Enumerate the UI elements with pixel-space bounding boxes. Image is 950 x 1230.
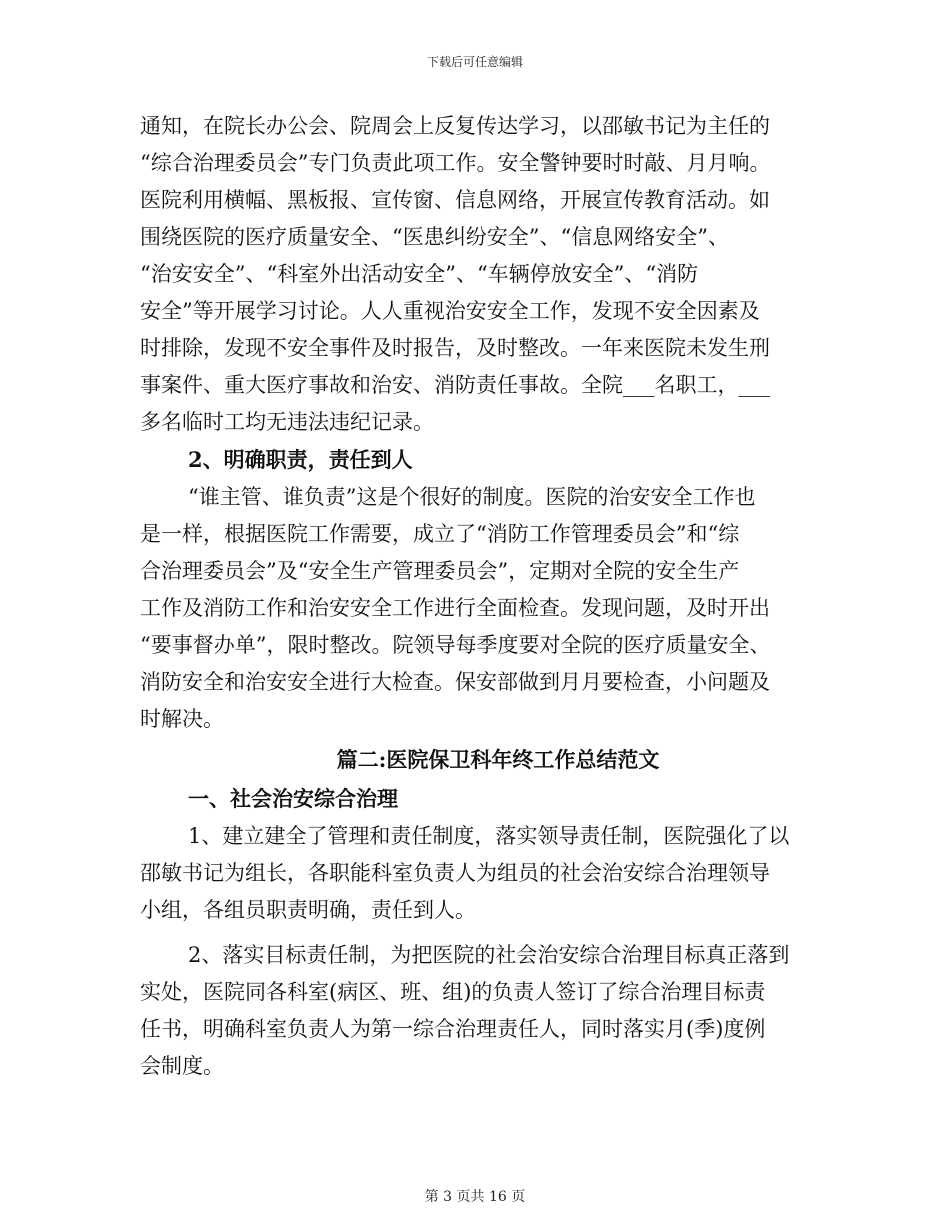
text-line: 事案件、重大医疗事故和治安、消防责任事故。全院___名职工，___ [140, 373, 770, 397]
text-line: 实处，医院同各科室(病区、班、组)的负责人签订了综合治理目标责 [140, 980, 766, 1004]
text-line: 围绕医院的医疗质量安全、“医患纠纷安全”、“信息网络安全”、 [140, 225, 729, 249]
text-line: 小组，各组员职责明确，责任到人。 [140, 898, 476, 922]
text-line: “要事督办单”，限时整改。院领导每季度要对全院的医疗质量安全、 [140, 633, 771, 657]
text-line: 是一样，根据医院工作需要，成立了“消防工作管理委员会”和“综 [140, 522, 740, 546]
subheading-social-security: 一、社会治安综合治理 [188, 786, 398, 811]
paragraph-2 [140, 479, 812, 738]
paragraph-4 [140, 937, 812, 1085]
paragraph-3 [140, 818, 812, 929]
text-line: “治安安全”、“科室外出活动安全”、“车辆停放安全”、“消防 [140, 262, 699, 286]
document-body [140, 108, 812, 1085]
text-line: 1、建立建全了管理和责任制度，落实领导责任制，医院强化了以 [188, 824, 790, 848]
text-line: 时排除，发现不安全事件及时报告，及时整改。一年来医院未发生刑 [140, 336, 770, 360]
text-line: 多名临时工均无违法违纪记录。 [140, 410, 434, 434]
text-line: 安全”等开展学习讨论。人人重视治安安全工作，发现不安全因素及 [140, 299, 760, 323]
text-line: 消防安全和治安安全进行大检查。保安部做到月月要检查，小问题及 [140, 670, 770, 694]
text-line: 2、落实目标责任制，为把医院的社会治安综合治理目标真正落到 [188, 943, 790, 967]
text-line: 合治理委员会”及“安全生产管理委员会”，定期对全院的安全生产 [140, 559, 740, 583]
paragraph-1 [140, 108, 812, 441]
text-line: 工作及消防工作和治安安全工作进行全面检查。发现问题，及时开出 [140, 596, 770, 620]
text-line: 邵敏书记为组长，各职能科室负责人为组员的社会治安综合治理领导 [140, 861, 770, 885]
page-header: 下载后可任意编辑 [426, 55, 523, 69]
text-line: 会制度。 [140, 1054, 224, 1078]
text-line: “综合治理委员会”专门负责此项工作。安全警钟要时时敲、月月响。 [140, 151, 771, 175]
page-footer: 第 3 页共 16 页 [424, 1189, 526, 1205]
text-line: 任书，明确科室负责人为第一综合治理责任人，同时落实月(季)度例 [140, 1017, 766, 1041]
section-title: 篇二:医院保卫科年终工作总结范文 [336, 747, 660, 772]
text-line: 医院利用横幅、黑板报、宣传窗、信息网络，开展宣传教育活动。如 [140, 188, 770, 212]
subheading-clarify-duties: 2、明确职责，责任到人 [188, 447, 413, 472]
text-line: 时解决。 [140, 707, 224, 731]
text-line: 通知，在院长办公会、院周会上反复传达学习，以邵敏书记为主任的 [140, 114, 770, 138]
text-line: “谁主管、谁负责”这是个很好的制度。医院的治安安全工作也 [188, 485, 756, 509]
